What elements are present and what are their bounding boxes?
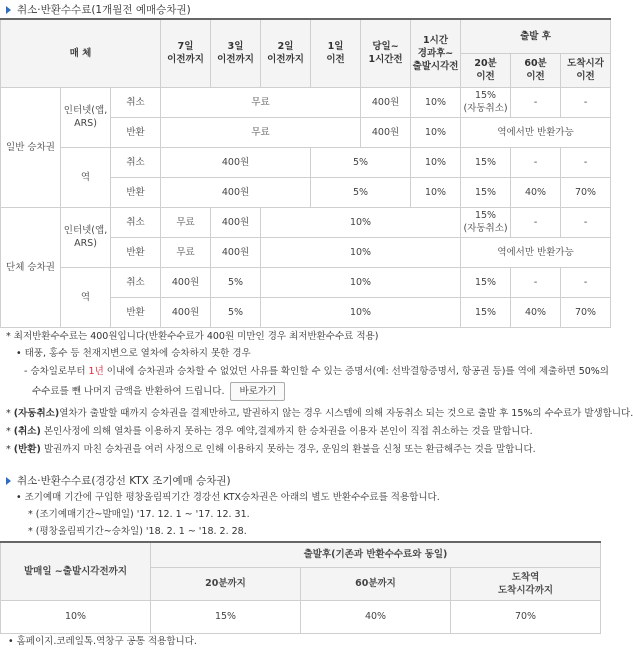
refund-fee-table [0, 18, 611, 328]
type-label: 취소 [111, 267, 161, 297]
bullet-triangle-icon [6, 477, 11, 485]
cell: 15% [151, 600, 301, 633]
cell: 무료 [161, 87, 361, 117]
cell: 5% [211, 267, 261, 297]
group-label: 단체 승차권 [1, 207, 61, 327]
cell: - [511, 267, 561, 297]
type-label: 반환 [111, 297, 161, 327]
cell: 400원 [361, 117, 411, 147]
channel-label: 인터넷(앱, ARS) [61, 207, 111, 267]
cell: 역에서만 반환가능 [461, 237, 611, 267]
t2-header-20: 20분까지 [151, 567, 301, 600]
note-min-fee: * 최저반환수수료는 400원입니다(반환수수료가 400원 미만인 경우 최저반환수수료 적용) [6, 331, 379, 342]
t2-header-60: 60분까지 [301, 567, 451, 600]
table-row [1, 207, 611, 237]
cell: 5% [311, 147, 411, 177]
type-label: 취소 [111, 207, 161, 237]
note-early-period: * (조기예매기간~발매일) '17. 12. 1 ~ '17. 12. 31. [28, 509, 250, 520]
type-label: 취소 [111, 147, 161, 177]
cell: 15% (자동취소) [461, 207, 511, 237]
bullet-triangle-icon [6, 6, 11, 14]
group-label: 일반 승차권 [1, 87, 61, 207]
header-after1h: 1시간 경과후~ 출발시각전 [411, 19, 461, 87]
cell: 10% [261, 297, 461, 327]
cell: 400원 [211, 207, 261, 237]
cell: - [511, 147, 561, 177]
note-return: * (반환) 발권까지 마친 승차권을 여러 사정으로 인해 이용하지 못하는 경우, 운임의 환불을 신청 또는 환급해주는 것을 말합니다. [6, 444, 536, 455]
t2-header-arrival: 도착역 도착시각까지 [451, 567, 601, 600]
cell: 15% [461, 267, 511, 297]
cell: 15% [461, 147, 511, 177]
header-media: 매 체 [1, 19, 161, 87]
cell: - [561, 87, 611, 117]
cell: 400원 [211, 237, 261, 267]
table-row [1, 147, 611, 177]
cell: 10% [261, 237, 461, 267]
header-after-departure: 출발 후 [461, 19, 611, 53]
cell: - [561, 147, 611, 177]
header-d3: 3일 이전까지 [211, 19, 261, 87]
cell: 5% [211, 297, 261, 327]
cell: 10% [1, 600, 151, 633]
cell: 40% [301, 600, 451, 633]
cell: 10% [411, 147, 461, 177]
cell: 무료 [161, 237, 211, 267]
header-d1: 1일 이전 [311, 19, 361, 87]
t2-header-left: 발매일 ~출발시각전까지 [1, 542, 151, 600]
type-label: 반환 [111, 177, 161, 207]
header-today: 당일~ 1시간전 [361, 19, 411, 87]
cell: 무료 [161, 207, 211, 237]
cell: 400원 [161, 177, 311, 207]
cell: 15% [461, 297, 511, 327]
cell: 무료 [161, 117, 361, 147]
shortcut-button[interactable]: 바로가기 [230, 382, 285, 401]
cell: 40% [511, 297, 561, 327]
header-m20: 20분 이전 [461, 53, 511, 87]
cell: 15% [461, 177, 511, 207]
channel-label: 인터넷(앱, ARS) [61, 87, 111, 147]
note-disaster: • 태풍, 홍수 등 천재지변으로 열차에 승차하지 못한 경우 [16, 348, 251, 359]
cell: 40% [511, 177, 561, 207]
note-certificate: - 승차일로부터 1년 이내에 승차권과 승차할 수 없었던 사유를 확인할 수 있는 증명서(예: 선박결항증명서, 항공권 등)를 역에 제출하면 50%의 [24, 366, 609, 377]
cell: - [511, 87, 561, 117]
note-olympic-period: * (평창올림픽기간~승차일) '18. 2. 1 ~ '18. 2. 28. [28, 526, 247, 537]
channel-label: 역 [61, 267, 111, 327]
note-cancel: * (취소) 본인사정에 의해 열차를 이용하지 못하는 경우 예약,결제까지 한 승차권을 이용자 본인이 직접 취소하는 것을 말합니다. [6, 426, 533, 437]
type-label: 취소 [111, 87, 161, 117]
table-row [1, 267, 611, 297]
cell: 10% [411, 177, 461, 207]
early-booking-fee-table [0, 541, 601, 634]
cell: 400원 [361, 87, 411, 117]
cell: - [561, 207, 611, 237]
cell: 10% [411, 117, 461, 147]
channel-label: 역 [61, 147, 111, 207]
header-d7: 7일 이전까지 [161, 19, 211, 87]
cell: 400원 [161, 267, 211, 297]
header-arrival: 도착시각 이전 [561, 53, 611, 87]
table-row [1, 600, 601, 633]
cell: - [561, 267, 611, 297]
type-label: 반환 [111, 237, 161, 267]
footer-note: • 홈페이지.코레일톡.역창구 공통 적용합니다. [8, 636, 197, 647]
cell: 400원 [161, 297, 211, 327]
cell: 15% (자동취소) [461, 87, 511, 117]
cell: 10% [261, 267, 461, 297]
note-auto-cancel: * (자동취소)열차가 출발할 때까지 승차권을 결제만하고, 발권하지 않는 경우 시스템에 의해 자동취소 되는 것으로 출발 후 15%의 수수료가 발생합니다. [6, 408, 633, 419]
header-m60: 60분 이전 [511, 53, 561, 87]
cell: 70% [561, 297, 611, 327]
cell: - [511, 207, 561, 237]
cell: 10% [261, 207, 461, 237]
note-early: • 조기예매 기간에 구입한 평창올림픽기간 경강선 KTX승차권은 아래의 별도 반환수수료를 적용합니다. [16, 492, 440, 503]
section1-title: 취소·반환수수료(1개월전 예매승차권) [6, 2, 191, 17]
header-d2: 2일 이전까지 [261, 19, 311, 87]
note-refund: 수수료를 뺀 나머지 금액을 반환하여 드립니다. 바로가기 [32, 382, 285, 401]
cell: 5% [311, 177, 411, 207]
cell: 400원 [161, 147, 311, 177]
cell: 70% [451, 600, 601, 633]
table-row [1, 87, 611, 117]
type-label: 반환 [111, 117, 161, 147]
cell: 10% [411, 87, 461, 117]
cell: 70% [561, 177, 611, 207]
section2-title: 취소·반환수수료(경강선 KTX 조기예매 승차권) [6, 473, 231, 488]
t2-header-group: 출발후(기존과 반환수수료와 동일) [151, 542, 601, 567]
cell: 역에서만 반환가능 [461, 117, 611, 147]
